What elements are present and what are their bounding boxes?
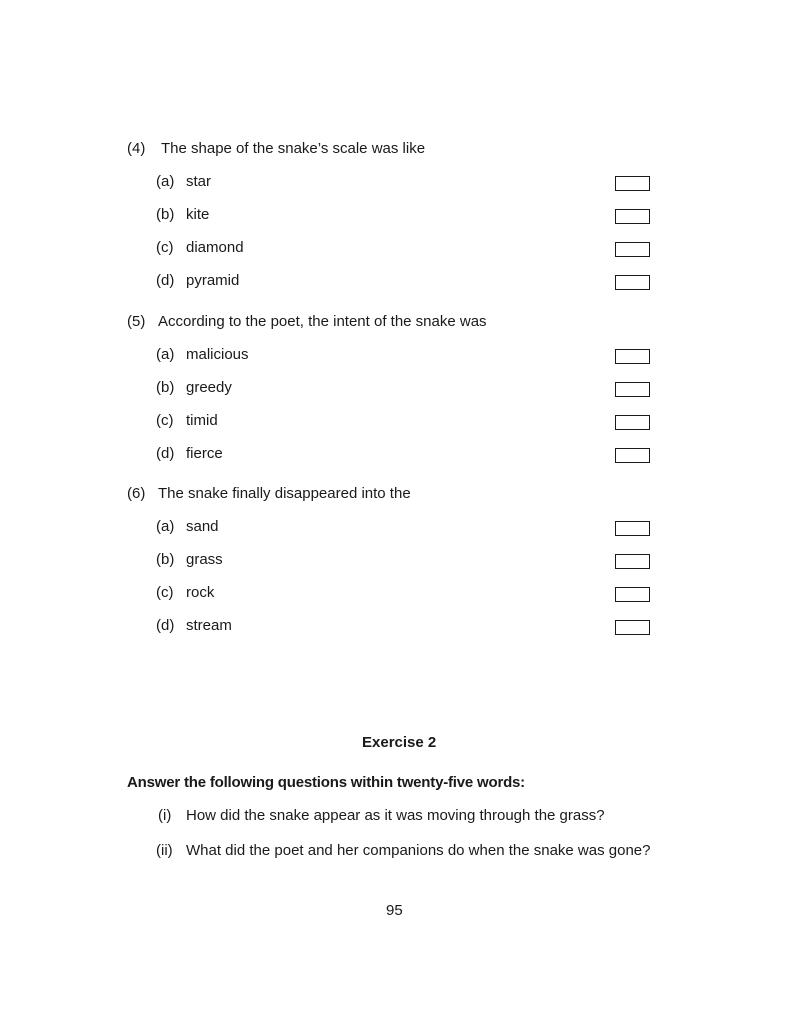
question-number: (4) xyxy=(127,140,146,157)
answer-checkbox[interactable] xyxy=(615,521,650,536)
answer-checkbox[interactable] xyxy=(615,349,650,364)
option-text: malicious xyxy=(186,346,249,363)
option-label: (a) xyxy=(156,346,175,363)
answer-checkbox[interactable] xyxy=(615,275,650,290)
option-label: (b) xyxy=(156,551,175,568)
question-text: The snake finally disappeared into the xyxy=(158,485,411,502)
option-label: (b) xyxy=(156,379,175,396)
exercise-item-label: (ii) xyxy=(156,842,173,859)
option-label: (c) xyxy=(156,239,174,256)
exercise-item-label: (i) xyxy=(158,807,172,824)
option-text: star xyxy=(186,173,212,190)
answer-checkbox[interactable] xyxy=(615,448,650,463)
option-text: timid xyxy=(186,412,218,429)
option-text: fierce xyxy=(186,445,223,462)
option-text: sand xyxy=(186,518,219,535)
answer-checkbox[interactable] xyxy=(615,382,650,397)
option-label: (c) xyxy=(156,584,174,601)
answer-checkbox[interactable] xyxy=(615,554,650,569)
answer-checkbox[interactable] xyxy=(615,620,650,635)
option-text: grass xyxy=(186,551,223,568)
page-number: 95 xyxy=(386,902,403,919)
option-label: (a) xyxy=(156,518,175,535)
option-label: (d) xyxy=(156,272,175,289)
exercise-item-text: How did the snake appear as it was moving through the grass? xyxy=(186,807,605,824)
question-text: The shape of the snake’s scale was like xyxy=(161,140,426,157)
exercise-instruction: Answer the following questions within twenty-five words: xyxy=(127,774,525,791)
exercise-title: Exercise 2 xyxy=(362,734,437,751)
option-label: (c) xyxy=(156,412,174,429)
option-text: stream xyxy=(186,617,232,634)
answer-checkbox[interactable] xyxy=(615,176,650,191)
question-number: (6) xyxy=(127,485,146,502)
answer-checkbox[interactable] xyxy=(615,587,650,602)
option-text: pyramid xyxy=(186,272,240,289)
option-label: (d) xyxy=(156,445,175,462)
exercise-item-text: What did the poet and her companions do when the snake was gone? xyxy=(186,842,651,859)
option-text: greedy xyxy=(186,379,232,396)
answer-checkbox[interactable] xyxy=(615,242,650,257)
option-label: (d) xyxy=(156,617,175,634)
question-text: According to the poet, the intent of the snake was xyxy=(158,313,487,330)
option-text: kite xyxy=(186,206,210,223)
option-label: (b) xyxy=(156,206,175,223)
option-label: (a) xyxy=(156,173,175,190)
option-text: rock xyxy=(186,584,215,601)
answer-checkbox[interactable] xyxy=(615,209,650,224)
question-number: (5) xyxy=(127,313,146,330)
answer-checkbox[interactable] xyxy=(615,415,650,430)
option-text: diamond xyxy=(186,239,244,256)
